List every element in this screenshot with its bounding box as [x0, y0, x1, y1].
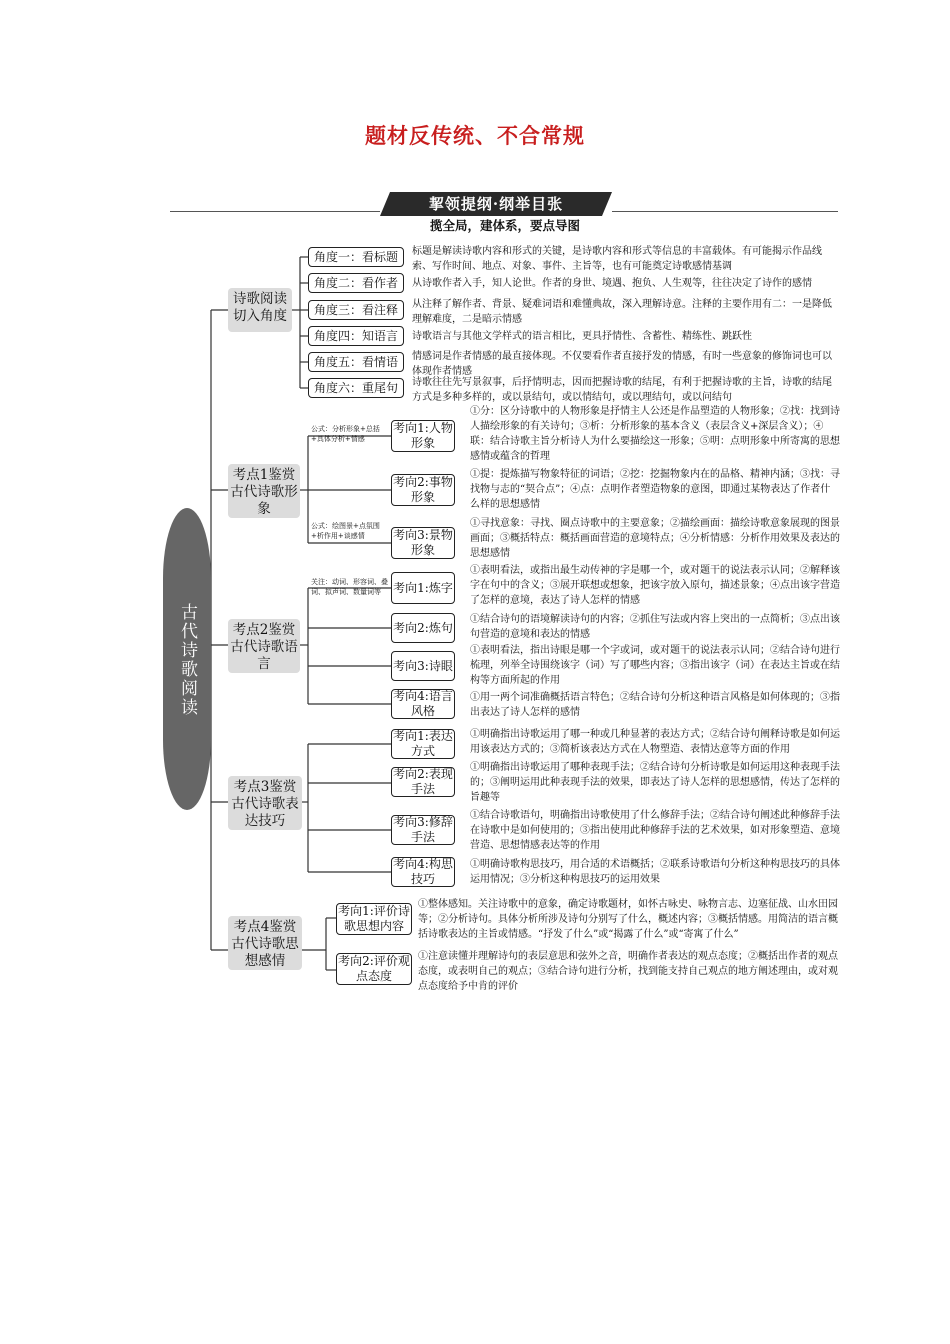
image-item-3-label: 考向3:景物形象 — [393, 528, 453, 557]
language-formula: 关注：动词、形容词、叠词、拟声词、数量词等 — [311, 578, 388, 596]
angle-1-desc: 标题是解读诗歌内容和形式的关键，是诗歌内容和形式等信息的丰富载体。有可能揭示作品线索、写作时间、地点、对象、事件、主旨等，也有可能奠定诗歌感情基调 — [412, 246, 822, 272]
banner-subtitle: 揽全局，建体系，要点导图 — [429, 218, 580, 233]
emotion-item-1-box — [336, 903, 412, 935]
technique-item-1-box — [391, 729, 455, 759]
angle-1-box — [308, 247, 404, 267]
angle-4-label: 角度四：知语言 — [313, 328, 398, 343]
emotion-item-1-desc: ①整体感知。关注诗歌中的意象，确定诗歌题材，如怀古咏史、咏物言志、边塞征战、山水田园等；②分析诗句。具体分析所涉及诗句分别写了什么，概述内容；③概括情感。用简洁的语言概括诗歌表达的主旨或情感。“抒发了什么”或“揭露了什么”或“寄寓了什么” — [418, 899, 838, 940]
language-item-3-label: 考向3:诗眼 — [393, 658, 453, 673]
image-item-1-desc: ①分：区分诗歌中的人物形象是抒情主人公还是作品塑造的人物形象；②找：找到诗人描绘形象的有关诗句；③析：分析形象的基本含义（表层含义+深层含义）；④联：结合诗歌主旨分析诗人为什么要描绘这一形象；⑤明：点明形象中所寄寓的思想感情或蕴含的哲理 — [470, 406, 840, 462]
emotion-item-2-box — [336, 953, 412, 985]
image-item-2-desc: ①提：提炼描写物象特征的词语；②挖：挖掘物象内在的品格、精神内涵；③找：寻找物与志的“契合点”；④点：点明作者塑造物象的意图，即通过某物表达了作者什么样的思想感情 — [470, 469, 840, 510]
angle-3-desc: 从注释了解作者、背景、疑难词语和难懂典故，深入理解诗意。注释的主要作用有二：一是降低理解难度，二是暗示情感 — [412, 299, 832, 325]
angle-6-desc: 诗歌往往先写景叙事，后抒情明志，因而把握诗歌的结尾，有利于把握诗歌的主旨，诗歌的结尾方式是多种多样的，或以景结句，或以情结句，或以理结句，或以问结句 — [412, 377, 832, 403]
language-item-1-box — [391, 572, 455, 604]
angle-4-box — [308, 326, 404, 346]
angle-2-box — [308, 273, 404, 293]
section-reading-angles: 诗歌阅读切入角度 — [228, 288, 292, 332]
language-item-2-desc: ①结合诗句的语境解读诗句的内容；②抓住写法或内容上突出的一点简析；③点出该句营造的意境和表达的情感 — [470, 614, 840, 640]
section-emotions: 考点4鉴赏古代诗歌思想感情 — [228, 916, 302, 970]
image-item-1-box — [391, 420, 455, 452]
language-item-4-label: 考向4:语言风格 — [393, 689, 453, 718]
angle-3-label: 角度三：看注释 — [313, 302, 398, 317]
angle-2-label: 角度二：看作者 — [313, 275, 398, 290]
technique-item-2-desc: ①明确指出诗歌运用了哪种表现手法；②结合诗句分析诗歌是如何运用这种表现手法的；③阐明运用此种表现手法的效果，即表达了诗人怎样的思想感情，传达了怎样的旨趣等 — [470, 762, 840, 803]
angle-5-box — [308, 352, 404, 372]
language-item-4-box — [391, 689, 455, 719]
angle-3-box — [308, 300, 404, 320]
language-item-3-box — [391, 651, 455, 681]
language-item-1-desc: ①表明看法，或指出最生动传神的字是哪一个，或对题干的说法表示认同；②解释该字在句中的含义；③展开联想或想象，把该字放入原句，描述景象；④点出该字营造了怎样的意境，表达了诗人怎样的情感 — [470, 565, 840, 606]
banner-title: 挈领提纲·纲举目张 — [428, 195, 564, 213]
technique-item-4-desc: ①明确诗歌构思技巧，用合适的术语概括；②联系诗歌语句分析这种构思技巧的具体运用情况；③分析这种构思技巧的运用效果 — [470, 859, 840, 885]
image-item-3-desc: ①寻找意象：寻找、圈点诗歌中的主要意象；②描绘画面：描绘诗歌意象展现的图景画面；③概括特点：概括画面营造的意境特点；④分析情感：分析作用效果及表达的思想感情 — [470, 518, 840, 559]
image-item-1-label: 考向1:人物形象 — [393, 421, 453, 450]
image-formula-2: 公式：绘图景+点氛围+析作用+谈感情 — [311, 522, 380, 540]
technique-item-3-label: 考向3:修辞手法 — [393, 815, 453, 844]
image-item-2-label: 考向2:事物形象 — [393, 475, 453, 504]
image-formula-1: 公式：分析形象+总括+具体分析+情感 — [311, 425, 380, 443]
language-item-2-label: 考向2:炼句 — [393, 620, 453, 635]
page-title: 题材反传统、不合常规 — [365, 123, 585, 148]
technique-item-4-box — [391, 857, 455, 887]
image-item-2-box — [391, 474, 455, 506]
technique-item-1-desc: ①明确指出诗歌运用了哪一种或几种显著的表达方式；②结合诗句阐释诗歌是如何运用该表达方式的；③简析该表达方式在人物塑造、表情达意等方面的作用 — [470, 729, 840, 755]
language-item-2-box — [391, 613, 455, 643]
angle-2-desc: 从诗歌作者入手，知人论世。作者的身世、境遇、抱负、人生观等，往往决定了诗作的感情 — [412, 278, 812, 289]
emotion-item-2-desc: ①注意读懂并理解诗句的表层意思和弦外之音，明确作者表达的观点态度；②概括出作者的观点态度，或表明自己的观点；③结合诗句进行分析，找到能支持自己观点的地方阐述理由，或对观点态度给予中肯的评价 — [418, 951, 838, 992]
root-node-label: 古代诗歌阅读 — [177, 603, 197, 717]
language-item-1-label: 考向1:炼字 — [393, 580, 453, 595]
emotion-item-1-label: 考向1:评价诗歌思想内容 — [338, 904, 410, 933]
image-item-3-box — [391, 527, 455, 559]
section-image: 考点1鉴赏古代诗歌形象 — [228, 464, 300, 518]
technique-item-1-label: 考向1:表达方式 — [393, 729, 453, 758]
technique-item-2-label: 考向2:表现手法 — [393, 767, 453, 796]
angle-6-label: 角度六：重尾句 — [313, 380, 398, 395]
technique-item-3-box — [391, 815, 455, 845]
angle-5-label: 角度五：看情语 — [313, 354, 398, 369]
angle-5-desc: 情感词是作者情感的最直接体现。不仅要看作者直接抒发的情感，有时一些意象的修饰词也可以体现作者情感 — [412, 351, 832, 377]
technique-item-4-label: 考向4:构思技巧 — [393, 857, 453, 886]
angle-4-desc: 诗歌语言与其他文学样式的语言相比，更具抒情性、含蓄性、精练性、跳跃性 — [412, 331, 752, 342]
technique-item-3-desc: ①结合诗歌语句，明确指出诗歌使用了什么修辞手法；②结合诗句阐述此种修辞手法在诗歌中是如何使用的；③指出使用此种修辞手法的艺术效果，如对形象塑造、意境营造、思想情感表达等的作用 — [470, 810, 840, 851]
angle-1-label: 角度一：看标题 — [313, 249, 398, 264]
angle-6-box — [308, 378, 404, 398]
technique-item-2-box — [391, 767, 455, 797]
section-techniques: 考点3鉴赏古代诗歌表达技巧 — [228, 776, 302, 830]
emotion-item-2-label: 考向2:评价观点态度 — [338, 954, 410, 983]
section-language: 考点2鉴赏古代诗歌语言 — [228, 619, 300, 673]
language-item-3-desc: ①表明看法，指出诗眼是哪一个字或词，或对题干的说法表示认同；②结合诗句进行梳理，列举全诗围绕该字（词）写了哪些内容；③指出该字（词）在表达主旨或在结构等方面所起的作用 — [470, 645, 840, 686]
language-item-4-desc: ①用一两个词准确概括语言特色；②结合诗句分析这种语言风格是如何体现的；③指出表达了诗人怎样的感情 — [470, 692, 840, 718]
